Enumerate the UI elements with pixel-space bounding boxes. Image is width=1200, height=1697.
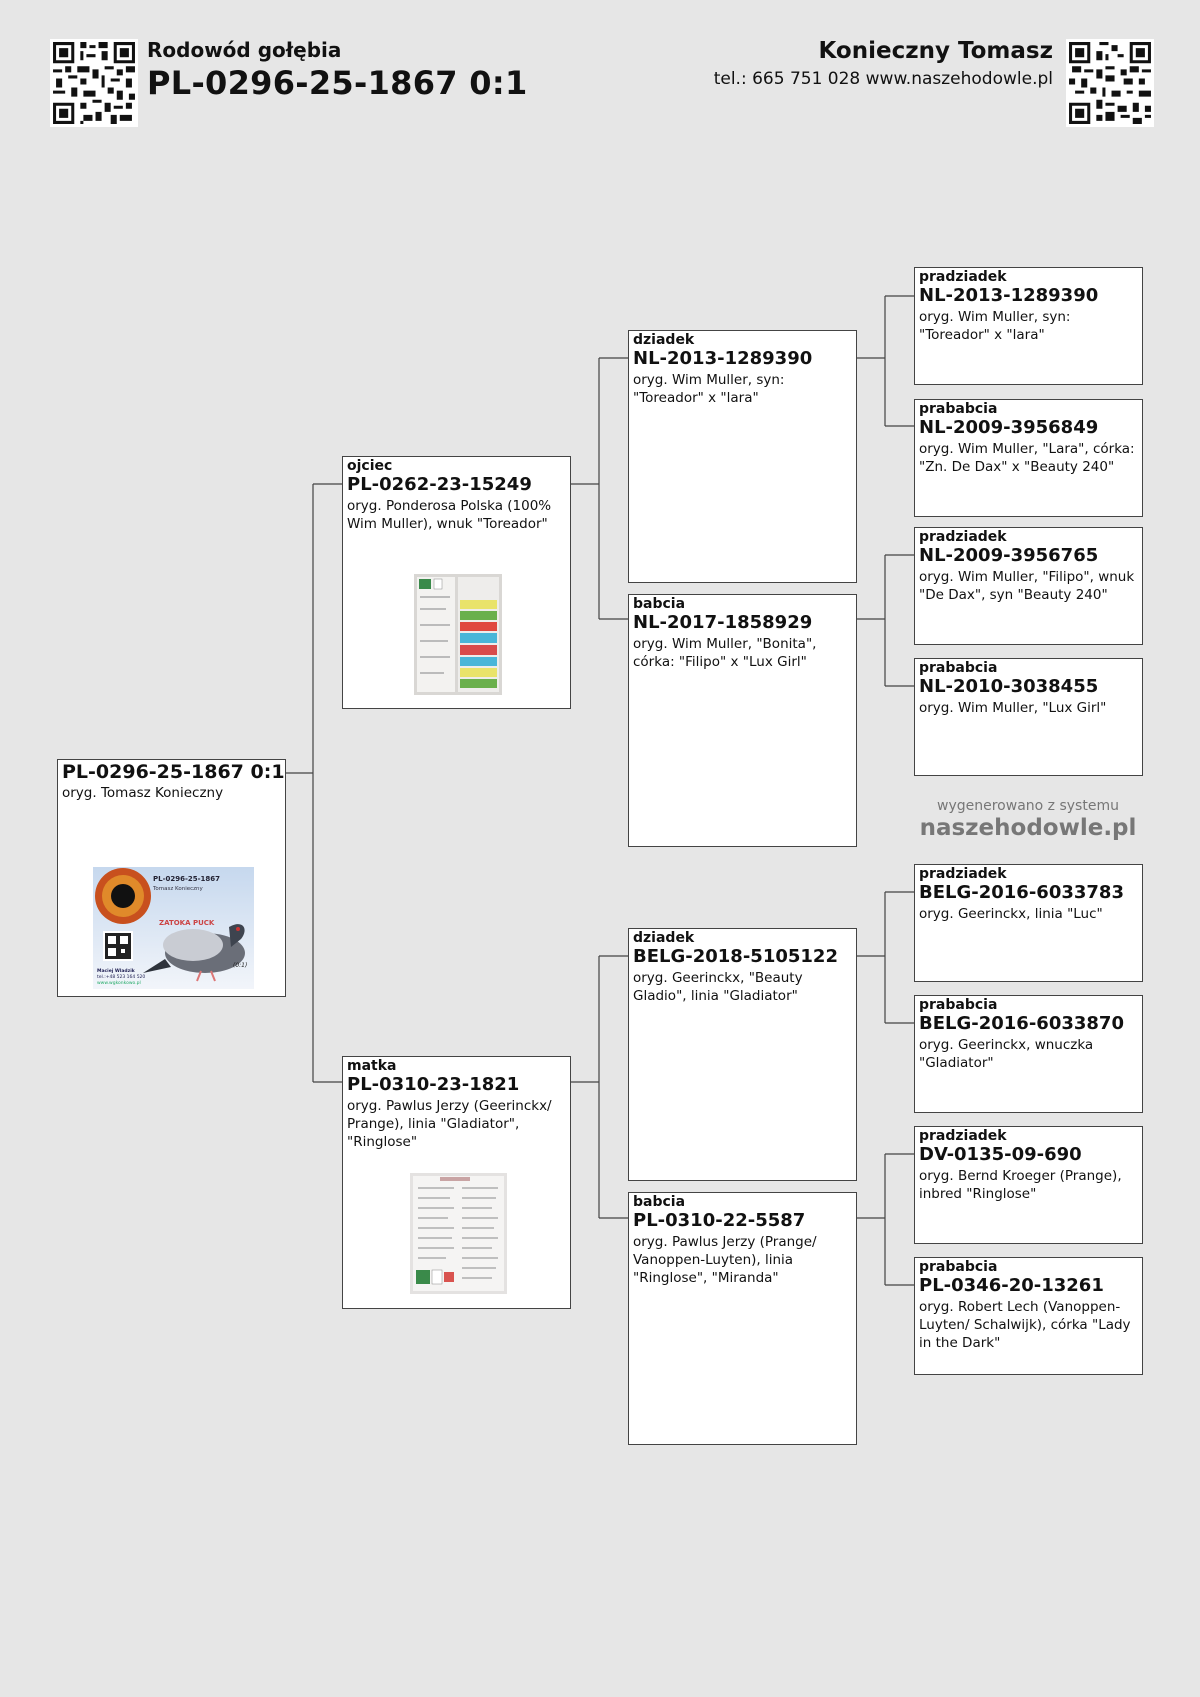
ring-number: BELG-2016-6033783 bbox=[919, 882, 1124, 903]
photo-tag-text: ZATOKA PUCK bbox=[159, 919, 215, 927]
breeder-description: oryg. Pawlus Jerzy (Prange/ Vanoppen-Luyten), linia "Ringlose", "Miranda" bbox=[633, 1234, 817, 1286]
pedigree-card-great-grandmother bbox=[914, 658, 1143, 776]
relation-label: matka bbox=[347, 1058, 397, 1074]
owner-name: Konieczny Tomasz bbox=[818, 38, 1053, 64]
watermark-caption: wygenerowano z systemu bbox=[937, 798, 1119, 814]
ring-number: DV-0135-09-690 bbox=[919, 1144, 1082, 1165]
breeder-description: oryg. Geerinckx, linia "Luc" bbox=[919, 906, 1103, 922]
ring-number: NL-2009-3956765 bbox=[919, 545, 1099, 566]
page-title: PL-0296-25-1867 0:1 bbox=[147, 64, 528, 102]
relation-label: pradziadek bbox=[919, 1128, 1007, 1144]
breeder-description: oryg. Bernd Kroeger (Prange), inbred "Ringlose" bbox=[919, 1168, 1122, 1202]
relation-label: pradziadek bbox=[919, 269, 1007, 285]
generator-watermark bbox=[914, 798, 1142, 841]
document-label: Rodowód gołębia bbox=[147, 38, 342, 62]
ring-number: NL-2013-1289390 bbox=[633, 348, 813, 369]
ring-number: PL-0296-25-1867 0:1 bbox=[62, 761, 285, 783]
ring-number: NL-2017-1858929 bbox=[633, 612, 813, 633]
photo-ring-text: PL-0296-25-1867 bbox=[153, 875, 221, 883]
pedigree-card-mother bbox=[342, 1056, 571, 1309]
pedigree-card-maternal-grandfather bbox=[628, 928, 857, 1181]
breeder-description: oryg. Wim Muller, syn: "Toreador" x "lara" bbox=[633, 372, 785, 406]
relation-label: babcia bbox=[633, 596, 686, 612]
breeder-description: oryg. Tomasz Konieczny bbox=[62, 785, 224, 801]
breeder-description: oryg. Geerinckx, wnuczka "Gladiator" bbox=[919, 1037, 1094, 1071]
pedigree-card-maternal-grandmother bbox=[628, 1192, 857, 1445]
breeder-description: oryg. Ponderosa Polska (100% Wim Muller), wnuk "Toreador" bbox=[347, 498, 552, 532]
pedigree-card-father bbox=[342, 456, 571, 709]
relation-label: prababcia bbox=[919, 1259, 998, 1275]
breeder-description: oryg. Wim Muller, syn: "Toreador" x "lara" bbox=[919, 309, 1071, 343]
breeder-description: oryg. Wim Muller, "Lara", córka: "Zn. De Dax" x "Beauty 240" bbox=[919, 441, 1135, 475]
photo-footer-1: Maciej Wladzik bbox=[97, 969, 135, 974]
pedigree-card-great-grandmother bbox=[914, 1257, 1143, 1375]
ring-number: NL-2010-3038455 bbox=[919, 676, 1099, 697]
pedigree-document-photo bbox=[414, 574, 502, 695]
breeder-description: oryg. Wim Muller, "Filipo", wnuk "De Dax", syn "Beauty 240" bbox=[919, 569, 1135, 603]
photo-footer-2: tel.:+48 523 164 520 bbox=[97, 975, 146, 980]
ring-number: PL-0310-22-5587 bbox=[633, 1210, 806, 1231]
photo-footer-3: www.wgkonkowo.pl bbox=[97, 981, 141, 986]
relation-label: pradziadek bbox=[919, 866, 1007, 882]
photo-owner-text: Tomasz Konieczny bbox=[153, 886, 203, 892]
pedigree-card-great-grandfather bbox=[914, 1126, 1143, 1244]
breeder-description: oryg. Pawlus Jerzy (Geerinckx/ Prange), linia "Gladiator", "Ringlose" bbox=[347, 1098, 552, 1150]
pigeon-photo bbox=[93, 867, 254, 989]
pedigree-card-great-grandmother bbox=[914, 399, 1143, 517]
pedigree-card-paternal-grandfather bbox=[628, 330, 857, 583]
ring-number: NL-2013-1289390 bbox=[919, 285, 1099, 306]
ring-number: BELG-2016-6033870 bbox=[919, 1013, 1124, 1034]
relation-label: dziadek bbox=[633, 332, 695, 348]
relation-label: prababcia bbox=[919, 660, 998, 676]
pedigree-card-great-grandmother bbox=[914, 995, 1143, 1113]
pedigree-card-subject bbox=[57, 759, 286, 997]
relation-label: ojciec bbox=[347, 458, 393, 474]
pedigree-card-great-grandfather bbox=[914, 267, 1143, 385]
ring-number: PL-0310-23-1821 bbox=[347, 1074, 520, 1095]
breeder-description: oryg. Robert Lech (Vanoppen-Luyten/ Schalwijk), córka "Lady in the Dark" bbox=[919, 1299, 1131, 1351]
ring-number: NL-2009-3956849 bbox=[919, 417, 1099, 438]
watermark-brand: naszehodowle.pl bbox=[919, 815, 1137, 841]
pedigree-card-great-grandfather bbox=[914, 864, 1143, 982]
relation-label: dziadek bbox=[633, 930, 695, 946]
ring-number: PL-0346-20-13261 bbox=[919, 1275, 1104, 1296]
pedigree-document-photo bbox=[410, 1173, 507, 1294]
pedigree-card-great-grandfather bbox=[914, 527, 1143, 645]
breeder-description: oryg. Geerinckx, "Beauty Gladio", linia "Gladiator" bbox=[633, 970, 803, 1004]
relation-label: pradziadek bbox=[919, 529, 1007, 545]
ring-number: BELG-2018-5105122 bbox=[633, 946, 838, 967]
owner-contact: tel.: 665 751 028 www.naszehodowle.pl bbox=[713, 69, 1053, 89]
pedigree-card-paternal-grandmother bbox=[628, 594, 857, 847]
breeder-description: oryg. Wim Muller, "Bonita", córka: "Filipo" x "Lux Girl" bbox=[633, 636, 817, 670]
breeder-description: oryg. Wim Muller, "Lux Girl" bbox=[919, 700, 1107, 716]
photo-ratio-text: (0:1) bbox=[233, 962, 248, 969]
relation-label: prababcia bbox=[919, 401, 998, 417]
relation-label: prababcia bbox=[919, 997, 998, 1013]
ring-number: PL-0262-23-15249 bbox=[347, 474, 532, 495]
relation-label: babcia bbox=[633, 1194, 686, 1210]
